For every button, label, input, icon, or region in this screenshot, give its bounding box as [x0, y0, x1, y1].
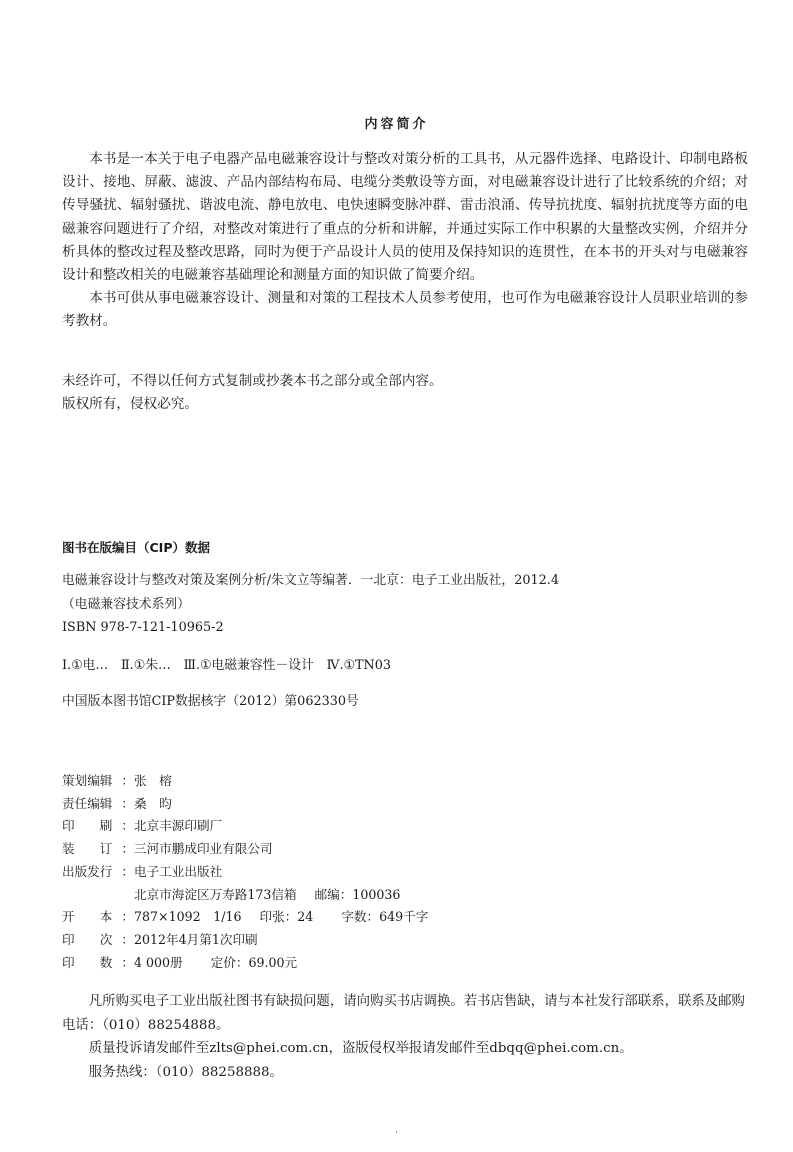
imprint-row-responsible-editor: [62, 793, 748, 816]
imprint-row-copies: [62, 952, 748, 975]
imprint-label: 策划编辑 ：: [62, 773, 134, 788]
imprint-row-address: [62, 884, 748, 907]
imprint-row-format: [62, 906, 748, 929]
cip-classification: Ⅰ.①电… Ⅱ.①朱… Ⅲ.①电磁兼容性－设计 Ⅳ.①TN03: [62, 657, 392, 673]
cip-data: [62, 569, 748, 714]
cip-series-line: （电磁兼容技术系列）: [62, 596, 190, 612]
imprint-value: 三河市鹏成印业有限公司: [134, 841, 273, 857]
imprint-value: 张 榕: [134, 773, 172, 788]
cip-isbn: ISBN 978-7-121-10965-2: [62, 620, 224, 635]
imprint-row-planning-editor: [62, 770, 748, 793]
copyright-notice: [62, 370, 748, 416]
book-summary: [62, 148, 748, 334]
service-paragraph-complaints: 质量投诉请发邮件至zlts@phei.com.cn，盗版侵权举报请发邮件至dbqq@phei.com.cn。: [88, 1041, 633, 1057]
imprint-label: 装 订 ：: [62, 841, 134, 857]
imprint-value: 2012年4月第1次印刷: [134, 931, 258, 947]
imprint-row-edition: [62, 929, 748, 952]
imprint-row-printing: [62, 815, 748, 838]
cip-title-line: 电磁兼容设计与整改对策及案例分析/朱文立等编著．一北京：电子工业出版社，2012.4: [62, 573, 559, 588]
print-sheets: 印张：24: [259, 909, 314, 925]
customer-service: [62, 990, 748, 1084]
imprint-value: 桑 昀: [134, 795, 172, 811]
summary-paragraph-2: 本书可供从事电磁兼容设计、测量和对策的工程技术人员参考使用，也可作为电磁兼容设计人员职业培训的参考教材。: [62, 290, 748, 330]
imprint-value: 北京丰源印刷厂: [134, 818, 223, 834]
imprint-label: 印 刷 ：: [62, 818, 134, 834]
imprint-row-binding: [62, 838, 748, 861]
service-paragraph-returns: 凡所购买电子工业出版社图书有缺损问题，请向购买书店调换。若书店售缺，请与本社发行部联系，联系及邮购电话：（010）88254888。: [62, 994, 745, 1033]
word-count: 字数：649千字: [341, 909, 429, 925]
publisher-address: 北京市海淀区万寿路173信箱: [134, 886, 297, 902]
cip-heading: 图书在版编目（CIP）数据: [62, 540, 210, 555]
imprint-value: 4 000册: [134, 954, 183, 970]
notice-line-2: 版权所有，侵权必究。: [62, 396, 198, 412]
imprint-label: 责任编辑 ：: [62, 795, 134, 811]
imprint-row-publisher: [62, 861, 748, 884]
imprint-value: 电子工业出版社: [134, 863, 223, 879]
publisher-postcode: 邮编：100036: [314, 886, 401, 902]
footer-mark: ·: [395, 1128, 398, 1138]
notice-line-1: 未经许可，不得以任何方式复制或抄袭本书之部分或全部内容。: [62, 373, 443, 389]
summary-paragraph-1: 本书是一本关于电子电器产品电磁兼容设计与整改对策分析的工具书，从元器件选择、电路设计、印制电路板设计、接地、屏蔽、滤波、产品内部结构布局、电缆分类敷设等方面，对电磁兼容设计进行了比较系统的介绍；对传导骚扰、辐射骚扰、谐波电流、静电放电、电快速瞬变脉冲群、雷击浪涌、传导抗扰度、辐射抗扰度等方面的电磁兼容问题进行了介绍，对整改对策进行了重点的分析和讲解，并通过实际工作中积累的大量整改实例，介绍并分析具体的整改过程及整改思路，同时为便于产品设计人员的使用及保持知识的连贯性，在本书的开头对与电磁兼容设计和整改相关的电磁兼容基础理论和测量方面的知识做了简要介绍。: [62, 151, 748, 284]
service-paragraph-hotline: 服务热线：（010）88258888。: [88, 1064, 283, 1080]
imprint-value: 787×1092 1/16: [134, 909, 242, 925]
imprint-label: 出版发行 ：: [62, 863, 134, 879]
book-price: 定价：69.00元: [210, 954, 298, 970]
imprint-label: 印 数 ：: [62, 954, 134, 970]
cip-record-number: 中国版本图书馆CIP数据核字（2012）第062330号: [62, 694, 359, 709]
page-title: 内容简介: [364, 117, 429, 132]
imprint-label: 印 次 ：: [62, 931, 134, 947]
imprint-label: 开 本 ：: [62, 909, 134, 925]
imprint-block: [62, 770, 748, 974]
